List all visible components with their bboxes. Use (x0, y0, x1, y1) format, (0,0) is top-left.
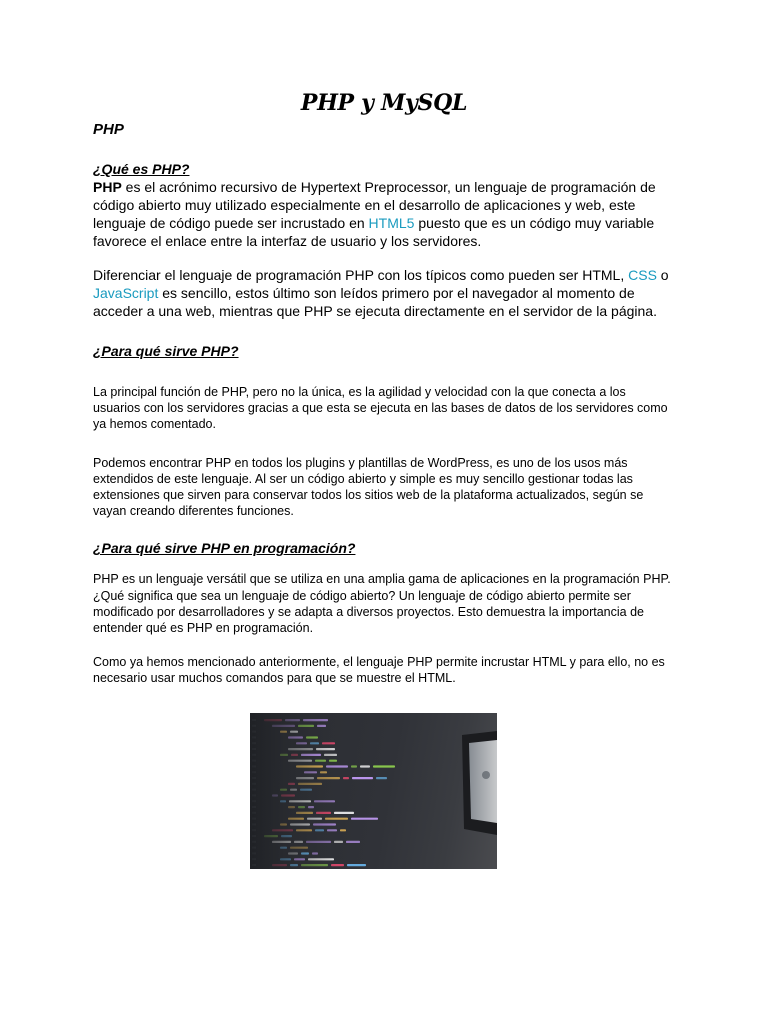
section-title: PHP (93, 121, 124, 138)
paragraph-incrustar-html: Como ya hemos mencionado anteriormente, el lenguaje PHP permite incrustar HTML y para ello, no es necesario usar muchos comandos para que se muestre el HTML. (93, 655, 665, 686)
heading-que-es-php: ¿Qué es PHP? (93, 161, 190, 177)
link-css[interactable]: CSS (628, 267, 657, 283)
paragraph-diferenciar (93, 266, 675, 320)
code-screen-photo (250, 713, 497, 869)
paragraph-text: es el acrónimo recursivo de Hypertext Preprocessor, un lenguaje de programación de código abierto muy utilizado especialmente en el desarrollo de aplicaciones y web, este lenguaje de código puede ser incrustado en (93, 179, 656, 231)
paragraph-principal-funcion: La principal función de PHP, pero no la única, es la agilidad y velocidad con la que conecta a los usuarios con los servidores gracias a que esta se ejecuta en las bases de datos de los servidores como ya hemos comentado. (93, 385, 668, 432)
paragraph-que-es-php (93, 178, 675, 250)
paragraph-text: Diferenciar el lenguaje de programación PHP con los típicos como pueden ser HTML, (93, 267, 629, 283)
document-title: PHP y MySQL (300, 90, 468, 116)
heading-para-que-sirve: ¿Para qué sirve PHP? (93, 343, 239, 359)
bold-php: PHP (93, 179, 122, 195)
document-page (93, 88, 675, 687)
link-javascript[interactable]: JavaScript (93, 285, 159, 301)
paragraph-text: o (656, 267, 669, 283)
code-screen-illustration (250, 713, 497, 869)
heading-programacion: ¿Para qué sirve PHP en programación? (93, 540, 356, 557)
link-html5[interactable]: HTML5 (368, 215, 415, 231)
paragraph-text: puesto que es un código muy variable favorece el enlace entre la interfaz de usuario y los servidores. (93, 215, 655, 249)
paragraph-lenguaje-versatil: PHP es un lenguaje versátil que se utiliza en una amplia gama de aplicaciones en la programación PHP. ¿Qué significa que sea un lenguaje de código abierto? Un lenguaje de código abierto permite ser modificado por desarrolladores y se adapta a diversos proyectos. Esto demuestra la importancia de entender qué es PHP en programación. (93, 572, 671, 636)
monitor-shape (462, 731, 497, 835)
paragraph-wordpress: Podemos encontrar PHP en todos los plugins y plantillas de WordPress, es uno de los usos más extendidos de este lenguaje. Al ser un código abierto y simple es muy sencillo gestionar todas las extensiones que sirven para conservar todos los sitios web de la plataforma actualizados, según se vayan creando diferentes funciones. (93, 455, 644, 519)
paragraph-text: es sencillo, estos último son leídos primero por el navegador al momento de acceder a una web, mientras que PHP se ejecuta directamente en el servidor de la página. (93, 285, 657, 319)
